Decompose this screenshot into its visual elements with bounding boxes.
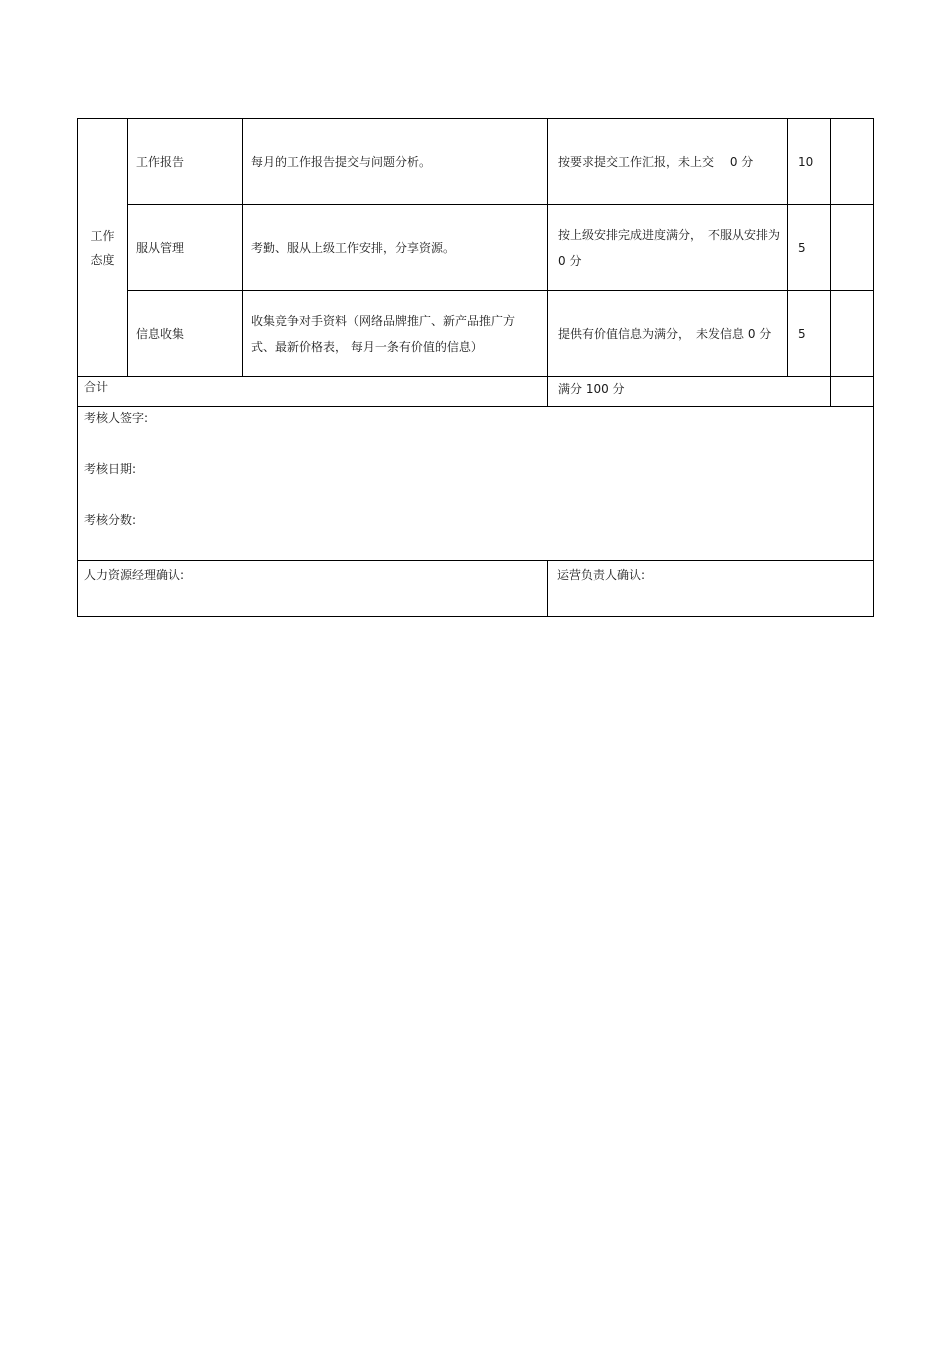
item-description: 每月的工作报告提交与问题分析。 <box>243 119 548 205</box>
hr-confirmation-cell[interactable] <box>78 561 548 617</box>
category-cell <box>78 119 128 377</box>
confirmation-row <box>78 561 874 617</box>
review-date-label: 考核日期: <box>84 462 137 476</box>
category-label-line2: 态度 <box>90 252 115 267</box>
signature-block[interactable] <box>78 407 874 561</box>
item-name: 工作报告 <box>128 119 243 205</box>
ops-confirmation-cell[interactable] <box>548 561 874 617</box>
total-row <box>78 377 874 407</box>
item-score: 5 <box>788 291 831 377</box>
item-criteria: 按要求提交工作汇报，未上交 0 分 <box>548 119 788 205</box>
hr-confirmation-label: 人力资源经理确认: <box>84 568 185 582</box>
item-name: 服从管理 <box>128 205 243 291</box>
total-value: 满分 100 分 <box>548 377 831 407</box>
reviewer-signature-label: 考核人签字: <box>84 411 149 425</box>
item-criteria: 提供有价值信息为满分， 未发信息 0 分 <box>548 291 788 377</box>
item-score: 10 <box>788 119 831 205</box>
item-description: 收集竞争对手资料（网络品牌推广、新产品推广方式、最新价格表， 每月一条有价值的信息） <box>243 291 548 377</box>
evaluation-table <box>77 118 874 617</box>
total-label: 合计 <box>78 377 548 407</box>
item-score: 5 <box>788 205 831 291</box>
category-label-line1: 工作 <box>90 228 115 243</box>
table-row <box>78 119 874 205</box>
item-description: 考勤、服从上级工作安排，分享资源。 <box>243 205 548 291</box>
item-actual-score[interactable] <box>831 291 874 377</box>
review-score-label: 考核分数: <box>84 513 137 527</box>
total-actual-score[interactable] <box>831 377 874 407</box>
item-name: 信息收集 <box>128 291 243 377</box>
table-row <box>78 205 874 291</box>
item-actual-score[interactable] <box>831 119 874 205</box>
item-criteria: 按上级安排完成进度满分， 不服从安排为 0 分 <box>548 205 788 291</box>
item-actual-score[interactable] <box>831 205 874 291</box>
signature-row <box>78 407 874 561</box>
ops-confirmation-label: 运营负责人确认: <box>557 568 646 582</box>
table-row <box>78 291 874 377</box>
